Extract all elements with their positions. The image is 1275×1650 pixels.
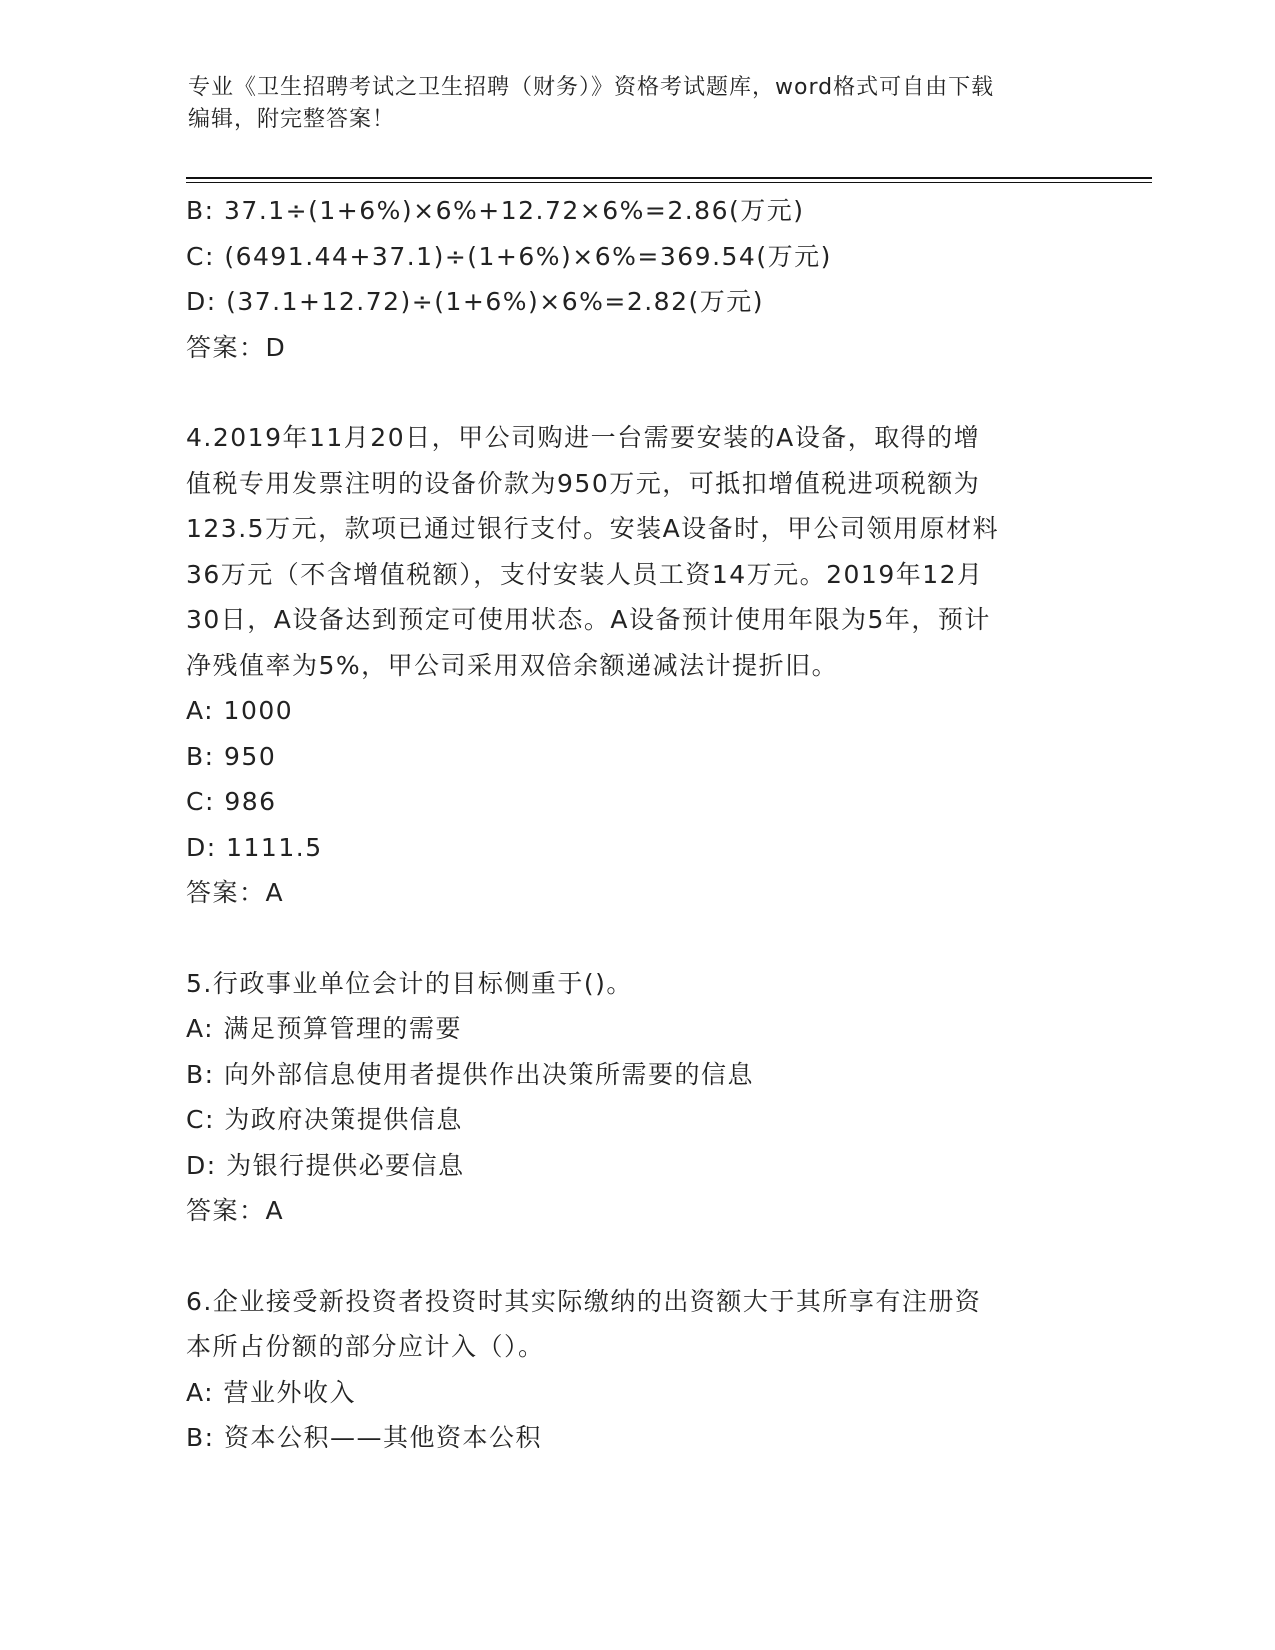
- option-d: D: 1111.5: [186, 832, 323, 862]
- spacer: [186, 370, 1086, 415]
- question-text-line: 值税专用发票注明的设备价款为950万元，可抵扣增值税进项税额为: [186, 468, 981, 498]
- option-b: B: 资本公积——其他资本公积: [186, 1423, 543, 1452]
- question-text-line: 36万元（不含增值税额），支付安装人员工资14万元。2019年12月: [186, 559, 984, 589]
- spacer: [186, 1234, 1086, 1279]
- answer: 答案：A: [186, 878, 285, 907]
- answer: 答案：A: [186, 1196, 285, 1225]
- option-a: A: 1000: [186, 696, 294, 725]
- question-text-line: 6.企业接受新投资者投资时其实际缴纳的出资额大于其所享有注册资: [186, 1286, 982, 1316]
- option-d: D: (37.1+12.72)÷(1+6%)×6%=2.82(万元): [186, 287, 765, 316]
- header-line-1: 专业《卫生招聘考试之卫生招聘（财务）》资格考试题库，word格式可自由下载: [188, 75, 995, 100]
- answer: 答案：D: [186, 332, 287, 362]
- question-5: [186, 961, 1086, 1234]
- question-4: [186, 415, 1086, 916]
- option-d: D: 为银行提供必要信息: [186, 1150, 465, 1180]
- question-3: [186, 188, 1086, 370]
- page-header: [188, 72, 1088, 136]
- question-text-line: 30日，A设备达到预定可使用状态。A设备预计使用年限为5年，预计: [186, 605, 991, 634]
- question-text-line: 123.5万元，款项已通过银行支付。安装A设备时，甲公司领用原材料: [186, 514, 1000, 543]
- option-c: C: 为政府决策提供信息: [186, 1105, 463, 1134]
- option-b: B: 向外部信息使用者提供作出决策所需要的信息: [186, 1059, 755, 1089]
- option-c: C: (6491.44+37.1)÷(1+6%)×6%=369.54(万元): [186, 241, 832, 271]
- option-b: B: 37.1÷(1+6%)×6%+12.72×6%=2.86(万元): [186, 196, 805, 225]
- option-a: A: 满足预算管理的需要: [186, 1014, 463, 1043]
- option-a: A: 营业外收入: [186, 1377, 357, 1407]
- header-divider-thick: [186, 177, 1152, 179]
- question-text-line: 4.2019年11月20日，甲公司购进一台需要安装的A设备，取得的增: [186, 423, 981, 452]
- option-c: C: 986: [186, 787, 277, 816]
- question-text-line: 净残值率为5%，甲公司采用双倍余额递减法计提折旧。: [186, 650, 839, 680]
- spacer: [186, 916, 1086, 961]
- question-text-line: 本所占份额的部分应计入（）。: [186, 1332, 545, 1361]
- question-content: [186, 188, 1086, 1461]
- option-b: B: 950: [186, 741, 277, 771]
- question-text-line: 5.行政事业单位会计的目标侧重于()。: [186, 968, 633, 998]
- question-6: [186, 1279, 1086, 1461]
- header-divider-thin: [186, 182, 1152, 183]
- header-line-2: 编辑，附完整答案！: [188, 107, 396, 132]
